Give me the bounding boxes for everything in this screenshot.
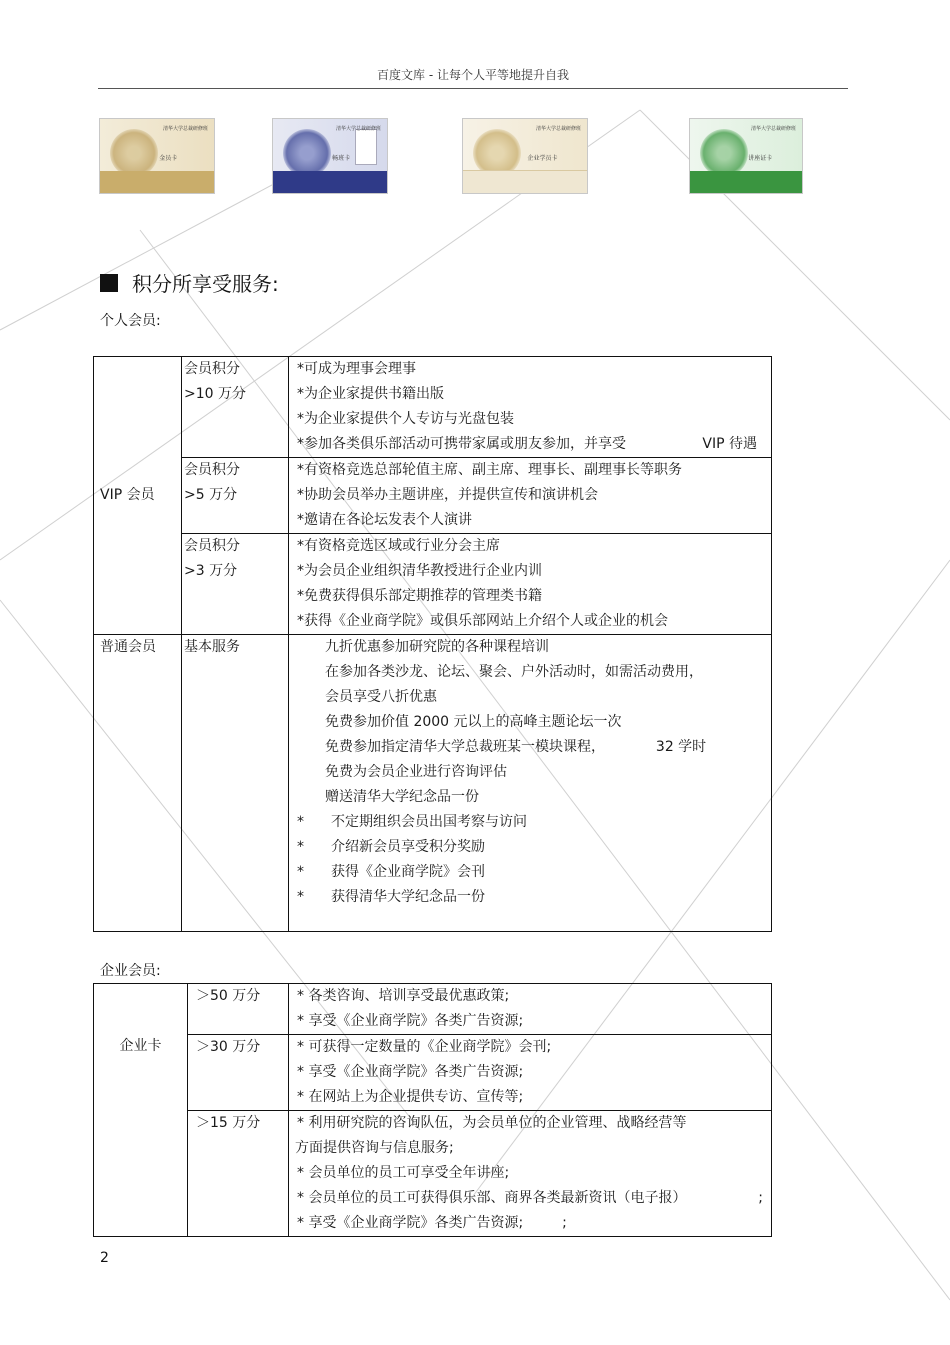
- benefit-item: * 各类咨询、培训享受最优惠政策;: [297, 988, 510, 1004]
- card-band: [690, 171, 802, 193]
- benefit-item: 方面提供咨询与信息服务;: [295, 1140, 454, 1156]
- benefit-text: 获得清华大学纪念品一份: [331, 889, 485, 905]
- bullet-star: *: [297, 839, 304, 855]
- tier-cell: [182, 534, 289, 635]
- benefit-item: * 享受《企业商学院》各类广告资源;: [297, 1064, 524, 1080]
- member-card-green: [689, 118, 803, 194]
- member-card-enterprise: [462, 118, 588, 194]
- card-org: 清华大学总裁研修班: [750, 126, 796, 132]
- benefit-text: 32 学时: [655, 739, 707, 755]
- page-number: 2: [100, 1250, 109, 1266]
- regular-category-cell: [94, 635, 182, 932]
- benefit-item: * 可获得一定数量的《企业商学院》会刊;: [297, 1039, 552, 1055]
- benefits-cell: [289, 1111, 772, 1237]
- vip-category: VIP 会员: [100, 487, 155, 503]
- benefit-item: *有资格竞选总部轮值主席、副主席、理事长、副理事长等职务: [297, 462, 682, 478]
- benefit-item: 在参加各类沙龙、论坛、聚会、户外活动时，如需活动费用，: [325, 664, 703, 680]
- benefit-item: * 享受《企业商学院》各类广告资源;: [297, 1013, 524, 1029]
- table-row: [94, 458, 772, 534]
- card-name: 讲座证卡: [748, 155, 773, 162]
- benefits-cell: [289, 534, 772, 635]
- benefit-text: 免费参加指定清华大学总裁班某一模块课程，: [325, 739, 605, 755]
- benefit-item: *免费获得俱乐部定期推荐的管理类书籍: [297, 588, 542, 604]
- benefit-item: [297, 1211, 771, 1236]
- benefit-item: [297, 885, 771, 910]
- member-card-blue: [272, 118, 388, 194]
- benefit-text: 介绍新会员享受积分奖励: [331, 839, 485, 855]
- benefit-text: VIP 待遇: [702, 436, 757, 452]
- benefit-item: 免费为会员企业进行咨询评估: [325, 764, 507, 780]
- tier-cell: [182, 458, 289, 534]
- bullet-star: *: [297, 889, 304, 905]
- tier-cell: [188, 1111, 289, 1237]
- bullet-star: *: [297, 864, 304, 880]
- benefit-text: * 享受《企业商学院》各类广告资源;: [297, 1215, 524, 1231]
- benefit-item: 免费参加价值 2000 元以上的高峰主题论坛一次: [325, 714, 622, 730]
- tier-threshold: >10 万分: [184, 386, 246, 402]
- vip-category-cell: [94, 357, 182, 635]
- benefit-text: * 会员单位的员工可获得俱乐部、商界各类最新资讯（电子报）: [297, 1190, 687, 1206]
- card-org: 清华大学总裁研修班: [162, 126, 208, 132]
- benefit-item: 会员享受八折优惠: [325, 689, 437, 705]
- benefit-item: [297, 1186, 771, 1211]
- benefit-item: * 会员单位的员工可享受全年讲座;: [297, 1165, 510, 1181]
- tier-line: 基本服务: [184, 639, 240, 655]
- card-name: 企业学员卡: [527, 155, 558, 162]
- tier-line: 会员积分: [184, 538, 240, 554]
- tier-cell: [182, 357, 289, 458]
- section-heading: [100, 268, 279, 297]
- benefit-item: *为企业家提供书籍出版: [297, 386, 444, 402]
- benefit-item: [297, 432, 771, 457]
- benefit-text: ;: [562, 1215, 567, 1231]
- benefit-item: *邀请在各论坛发表个人演讲: [297, 512, 472, 528]
- table-row: [94, 357, 772, 458]
- card-org: 清华大学总裁研修班: [535, 126, 581, 132]
- dragon-emblem-icon: [110, 129, 158, 177]
- tier-threshold: ＞30 万分: [196, 1039, 261, 1055]
- personal-member-label: 个人会员:: [100, 313, 161, 329]
- enterprise-member-label: 企业会员:: [100, 963, 161, 979]
- tier-line: 会员积分: [184, 361, 240, 377]
- benefit-item: [297, 735, 771, 760]
- benefit-text: *参加各类俱乐部活动可携带家属或朋友参加，并享受: [297, 436, 626, 452]
- benefits-cell: [289, 984, 772, 1035]
- tier-threshold: ＞50 万分: [196, 988, 261, 1004]
- table-row: [94, 534, 772, 635]
- tier-threshold: >3 万分: [184, 563, 238, 579]
- enterprise-member-table: [93, 983, 772, 1237]
- card-band: [100, 171, 214, 193]
- benefit-item: *协助会员举办主题讲座，并提供宣传和演讲机会: [297, 487, 598, 503]
- member-card-gold: [99, 118, 215, 194]
- tier-threshold: >5 万分: [184, 487, 238, 503]
- photo-placeholder: [355, 129, 377, 165]
- card-org: 清华大学总裁研修班: [335, 126, 381, 132]
- benefits-cell: [289, 458, 772, 534]
- table-row: [94, 984, 772, 1035]
- table-row: [94, 635, 772, 932]
- benefits-cell: [289, 635, 772, 932]
- table-row: [94, 1111, 772, 1237]
- enterprise-category-cell: [94, 984, 188, 1237]
- benefit-item: *获得《企业商学院》或俱乐部网站上介绍个人或企业的机会: [297, 613, 668, 629]
- benefit-item: *为企业家提供个人专访与光盘包装: [297, 411, 514, 427]
- benefit-item: * 利用研究院的咨询队伍，为会员单位的企业管理、战略经营等: [297, 1115, 687, 1131]
- benefit-text: 不定期组织会员出国考察与访问: [331, 814, 527, 830]
- enterprise-category: 企业卡: [119, 1038, 162, 1054]
- bullet-star: *: [297, 814, 304, 830]
- card-name: 金员卡: [159, 155, 178, 162]
- card-band: [273, 171, 387, 193]
- benefits-cell: [289, 1035, 772, 1111]
- card-band: [463, 170, 587, 193]
- personal-member-table: [93, 356, 772, 932]
- tier-cell: [182, 635, 289, 932]
- page-header: 百度文库 - 让每个人平等地提升自我: [98, 66, 848, 89]
- benefit-item: * 在网站上为企业提供专访、宣传等;: [297, 1089, 524, 1105]
- benefit-item: *可成为理事会理事: [297, 361, 416, 377]
- card-name: 畅班卡: [332, 155, 351, 162]
- benefit-item: [297, 860, 771, 885]
- benefit-item: [297, 810, 771, 835]
- regular-category: 普通会员: [100, 639, 156, 655]
- benefit-item: *有资格竞选区域或行业分会主席: [297, 538, 500, 554]
- section-title: 积分所享受服务:: [132, 272, 279, 296]
- benefit-item: 赠送清华大学纪念品一份: [325, 789, 479, 805]
- benefits-cell: [289, 357, 772, 458]
- tier-line: 会员积分: [184, 462, 240, 478]
- square-bullet-icon: [100, 274, 118, 292]
- tier-cell: [188, 1035, 289, 1111]
- tier-threshold: ＞15 万分: [196, 1115, 261, 1131]
- benefit-text: 获得《企业商学院》会刊: [331, 864, 485, 880]
- benefit-text: ;: [758, 1190, 763, 1206]
- benefit-item: [297, 835, 771, 860]
- tier-cell: [188, 984, 289, 1035]
- benefit-item: *为会员企业组织清华教授进行企业内训: [297, 563, 542, 579]
- dragon-emblem-icon: [700, 129, 748, 177]
- benefit-item: 九折优惠参加研究院的各种课程培训: [325, 639, 549, 655]
- dragon-emblem-icon: [283, 129, 331, 177]
- table-row: [94, 1035, 772, 1111]
